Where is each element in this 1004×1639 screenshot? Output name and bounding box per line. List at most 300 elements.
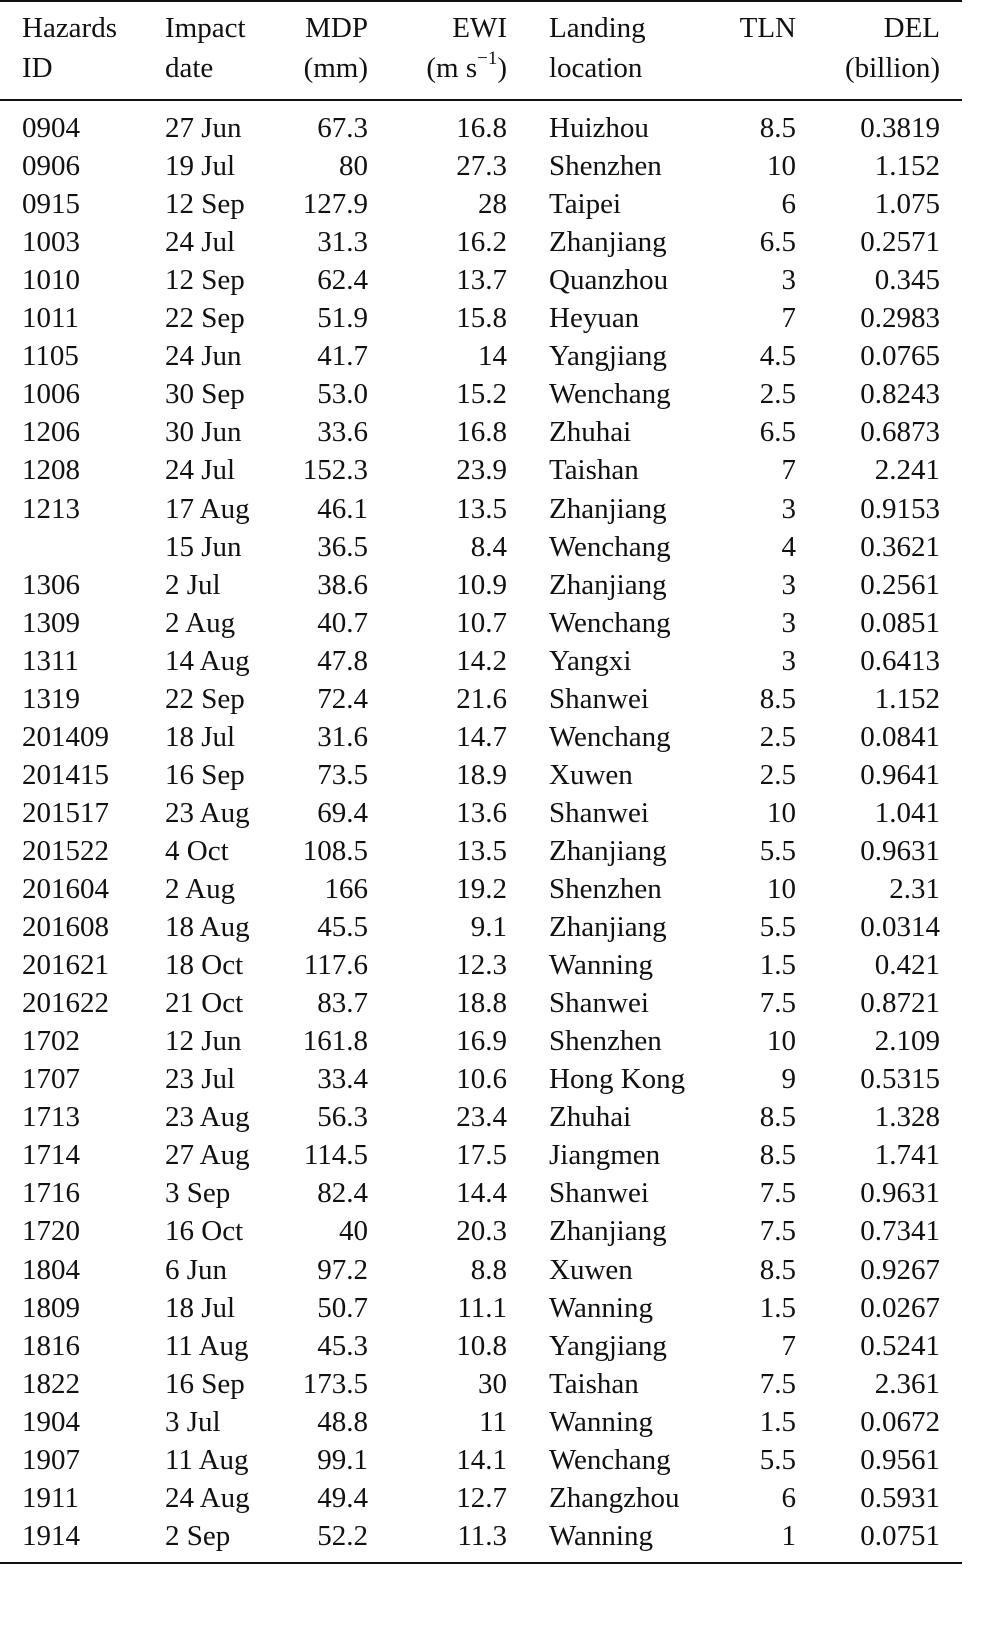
- cell-del: 2.31: [889, 873, 940, 905]
- cell-landing-location: Xuwen: [549, 758, 633, 791]
- cell-ewi: 16.2: [456, 226, 507, 259]
- cell-landing-location: Wanning: [549, 1519, 653, 1552]
- cell-ewi: 10.9: [456, 568, 507, 601]
- cell-impact-date: 12 Sep: [165, 188, 245, 221]
- cell-del: 0.0841: [860, 720, 940, 753]
- cell-mdp: 47.8: [317, 644, 368, 677]
- cell-landing-location: Heyuan: [549, 302, 640, 335]
- cell-mdp: 31.6: [317, 720, 368, 753]
- cell-del: 0.0267: [860, 1291, 940, 1324]
- header-mdp: MDP: [305, 12, 368, 44]
- cell-mdp: 73.5: [317, 758, 368, 791]
- cell-hazard-id: 1006: [22, 378, 80, 411]
- cell-impact-date: 30 Sep: [165, 378, 245, 411]
- cell-del: 0.345: [874, 264, 940, 297]
- cell-tln: 1.5: [759, 1291, 796, 1324]
- table-row: [0, 1060, 962, 1098]
- cell-hazard-id: 1816: [22, 1329, 80, 1362]
- cell-del: 1.075: [874, 188, 940, 221]
- table-row: [0, 1212, 962, 1250]
- cell-landing-location: Zhangzhou: [549, 1481, 680, 1514]
- cell-tln: 8.5: [759, 1253, 796, 1286]
- table-row: [0, 147, 962, 185]
- cell-ewi: 14.4: [456, 1177, 507, 1210]
- cell-mdp: 166: [324, 873, 368, 905]
- cell-hazard-id: 1713: [22, 1101, 80, 1134]
- cell-ewi: 23.4: [456, 1101, 507, 1134]
- cell-hazard-id: 1804: [22, 1253, 80, 1286]
- cell-ewi: 13.5: [456, 492, 507, 525]
- header-ewi: EWI: [452, 12, 507, 44]
- cell-landing-location: Shenzhen: [549, 150, 662, 183]
- cell-impact-date: 6 Jun: [165, 1253, 228, 1286]
- cell-landing-location: Zhuhai: [549, 1101, 632, 1134]
- cell-ewi: 9.1: [470, 911, 507, 944]
- cell-del: 0.2983: [860, 302, 940, 335]
- table-row: [0, 756, 962, 794]
- cell-tln: 10: [767, 873, 796, 905]
- cell-mdp: 40: [339, 1215, 368, 1248]
- cell-landing-location: Hong Kong: [549, 1063, 686, 1096]
- table-row: [0, 375, 962, 413]
- ewi-unit-exponent: −1: [477, 48, 498, 70]
- table-row: [0, 1174, 962, 1212]
- cell-ewi: 12.7: [456, 1481, 507, 1514]
- cell-hazard-id: 201517: [22, 796, 109, 829]
- cell-impact-date: 27 Aug: [165, 1139, 250, 1172]
- cell-del: 0.5315: [860, 1063, 940, 1096]
- cell-del: 0.0314: [860, 911, 940, 944]
- cell-hazard-id: 1822: [22, 1367, 80, 1400]
- cell-ewi: 8.4: [470, 530, 507, 563]
- cell-impact-date: 11 Aug: [165, 1443, 249, 1476]
- cell-mdp: 173.5: [302, 1367, 368, 1400]
- cell-landing-location: Shanwei: [549, 682, 649, 715]
- cell-hazard-id: 1309: [22, 606, 80, 639]
- cell-landing-location: Wanning: [549, 1405, 653, 1438]
- cell-ewi: 16.9: [456, 1025, 507, 1058]
- cell-landing-location: Jiangmen: [549, 1139, 661, 1172]
- cell-tln: 3: [781, 606, 796, 639]
- cell-hazard-id: 1003: [22, 226, 80, 259]
- cell-mdp: 38.6: [317, 568, 368, 601]
- cell-mdp: 45.5: [317, 911, 368, 944]
- cell-ewi: 19.2: [456, 873, 507, 905]
- cell-landing-location: Zhuhai: [549, 416, 632, 449]
- cell-hazard-id: 1809: [22, 1291, 80, 1324]
- cell-landing-location: Shanwei: [549, 796, 649, 829]
- cell-hazard-id: 1206: [22, 416, 80, 449]
- table-row: [0, 1441, 962, 1479]
- table-row: [0, 946, 962, 984]
- cell-mdp: 69.4: [317, 796, 368, 829]
- cell-mdp: 48.8: [317, 1405, 368, 1438]
- cell-mdp: 33.6: [317, 416, 368, 449]
- cell-landing-location: Zhanjiang: [549, 492, 667, 525]
- cell-impact-date: 21 Oct: [165, 987, 244, 1020]
- cell-hazard-id: 1311: [22, 644, 79, 677]
- cell-ewi: 16.8: [456, 112, 507, 144]
- cell-tln: 6: [781, 188, 796, 221]
- table-row: [0, 337, 962, 375]
- cell-tln: 8.5: [759, 682, 796, 715]
- cell-ewi: 15.8: [456, 302, 507, 335]
- table-row: [0, 1403, 962, 1441]
- cell-impact-date: 24 Aug: [165, 1481, 250, 1514]
- cell-mdp: 52.2: [317, 1519, 368, 1552]
- cell-del: 0.2561: [860, 568, 940, 601]
- cell-tln: 4: [781, 530, 796, 563]
- cell-tln: 8.5: [759, 112, 796, 144]
- cell-ewi: 10.6: [456, 1063, 507, 1096]
- cell-tln: 9: [781, 1063, 796, 1096]
- cell-tln: 5.5: [759, 911, 796, 944]
- cell-del: 0.3819: [860, 112, 940, 144]
- cell-impact-date: 2 Aug: [165, 606, 236, 639]
- cell-landing-location: Wenchang: [549, 1443, 671, 1476]
- cell-del: 2.241: [874, 454, 940, 487]
- cell-ewi: 14.1: [456, 1443, 507, 1476]
- cell-impact-date: 12 Sep: [165, 264, 245, 297]
- cell-ewi: 15.2: [456, 378, 507, 411]
- header-location-2: location: [549, 52, 643, 84]
- cell-landing-location: Yangjiang: [549, 1329, 667, 1362]
- table-row: [0, 680, 962, 718]
- table-row: [0, 528, 962, 566]
- cell-mdp: 33.4: [317, 1063, 368, 1096]
- cell-mdp: 161.8: [302, 1025, 368, 1058]
- cell-del: 0.9641: [860, 758, 940, 791]
- table-row: [0, 223, 962, 261]
- cell-tln: 8.5: [759, 1139, 796, 1172]
- cell-ewi: 16.8: [456, 416, 507, 449]
- table-row: [0, 794, 962, 832]
- top-rule: [0, 0, 962, 2]
- cell-hazard-id: 1011: [22, 302, 79, 335]
- header-id: Hazards: [22, 12, 118, 44]
- table-row: [0, 1517, 962, 1555]
- cell-ewi: 18.8: [456, 987, 507, 1020]
- cell-ewi: 14.2: [456, 644, 507, 677]
- table-row: [0, 984, 962, 1022]
- cell-del: 0.9153: [860, 492, 940, 525]
- cell-hazard-id: 1702: [22, 1025, 80, 1058]
- cell-del: 0.421: [874, 949, 940, 982]
- header-rule: [0, 99, 962, 101]
- cell-ewi: 8.8: [470, 1253, 507, 1286]
- cell-tln: 3: [781, 644, 796, 677]
- cell-mdp: 99.1: [317, 1443, 368, 1476]
- cell-ewi: 11.3: [457, 1519, 507, 1552]
- cell-del: 0.9631: [860, 1177, 940, 1210]
- cell-landing-location: Wanning: [549, 949, 653, 982]
- cell-ewi: 14: [478, 340, 507, 373]
- cell-tln: 2.5: [759, 378, 796, 411]
- cell-mdp: 41.7: [317, 340, 368, 373]
- table-row: [0, 490, 962, 528]
- table-row: [0, 1289, 962, 1327]
- table-row: [0, 1365, 962, 1403]
- cell-mdp: 80: [339, 150, 368, 183]
- cell-hazard-id: 1213: [22, 492, 80, 525]
- table-row: [0, 908, 962, 946]
- cell-ewi: 30: [478, 1367, 507, 1400]
- cell-del: 0.7341: [860, 1215, 940, 1248]
- cell-tln: 10: [767, 796, 796, 829]
- cell-ewi: 17.5: [456, 1139, 507, 1172]
- cell-del: 0.8243: [860, 378, 940, 411]
- cell-tln: 6: [781, 1481, 796, 1514]
- cell-del: 0.6413: [860, 644, 940, 677]
- cell-tln: 7.5: [759, 1215, 796, 1248]
- cell-del: 0.0751: [860, 1519, 940, 1552]
- cell-impact-date: 4 Oct: [165, 834, 229, 867]
- cell-mdp: 46.1: [317, 492, 368, 525]
- table-row: [0, 185, 962, 223]
- cell-landing-location: Quanzhou: [549, 264, 669, 297]
- cell-hazard-id: 1720: [22, 1215, 80, 1248]
- cell-del: 0.0851: [860, 606, 940, 639]
- cell-mdp: 50.7: [317, 1291, 368, 1324]
- header-row-2: [0, 49, 962, 87]
- header-row-1: [0, 9, 962, 47]
- cell-landing-location: Zhanjiang: [549, 911, 667, 944]
- cell-landing-location: Shenzhen: [549, 1025, 662, 1058]
- cell-hazard-id: 1105: [22, 340, 79, 373]
- cell-tln: 1.5: [759, 949, 796, 982]
- cell-del: 0.5241: [860, 1329, 940, 1362]
- cell-impact-date: 16 Sep: [165, 758, 245, 791]
- cell-tln: 3: [781, 264, 796, 297]
- table-row: [0, 1136, 962, 1174]
- cell-mdp: 82.4: [317, 1177, 368, 1210]
- cell-ewi: 13.5: [456, 834, 507, 867]
- cell-tln: 1.5: [759, 1405, 796, 1438]
- cell-impact-date: 11 Aug: [165, 1329, 249, 1362]
- cell-tln: 7: [781, 1329, 796, 1362]
- cell-tln: 4.5: [759, 340, 796, 373]
- cell-del: 1.152: [874, 150, 940, 183]
- cell-impact-date: 18 Aug: [165, 911, 250, 944]
- cell-tln: 3: [781, 568, 796, 601]
- cell-landing-location: Zhanjiang: [549, 834, 667, 867]
- cell-impact-date: 18 Oct: [165, 949, 244, 982]
- table-row: [0, 109, 962, 147]
- cell-hazard-id: 1716: [22, 1177, 80, 1210]
- header-del-unit: (billion): [844, 52, 940, 84]
- cell-impact-date: 27 Jun: [165, 112, 242, 144]
- cell-mdp: 117.6: [303, 949, 368, 982]
- cell-ewi: 14.7: [456, 720, 507, 753]
- cell-hazard-id: 201409: [22, 720, 109, 753]
- cell-impact-date: 3 Jul: [165, 1405, 221, 1438]
- cell-del: 1.741: [874, 1139, 940, 1172]
- cell-landing-location: Shanwei: [549, 987, 649, 1020]
- cell-impact-date: 2 Jul: [165, 568, 221, 601]
- cell-landing-location: Zhanjiang: [549, 226, 667, 259]
- table-row: [0, 566, 962, 604]
- cell-landing-location: Wenchang: [549, 378, 671, 411]
- cell-del: 1.328: [874, 1101, 940, 1134]
- cell-impact-date: 22 Sep: [165, 302, 245, 335]
- cell-landing-location: Wenchang: [549, 530, 671, 563]
- table-row: [0, 1098, 962, 1136]
- cell-del: 2.361: [874, 1367, 940, 1400]
- cell-del: 0.6873: [860, 416, 940, 449]
- cell-mdp: 51.9: [317, 302, 368, 335]
- cell-hazard-id: 1914: [22, 1519, 80, 1552]
- cell-landing-location: Wenchang: [549, 606, 671, 639]
- cell-del: 2.109: [874, 1025, 940, 1058]
- cell-landing-location: Zhanjiang: [549, 568, 667, 601]
- cell-mdp: 45.3: [317, 1329, 368, 1362]
- cell-impact-date: 18 Jul: [165, 720, 236, 753]
- cell-ewi: 21.6: [456, 682, 507, 715]
- cell-tln: 2.5: [759, 720, 796, 753]
- cell-tln: 6.5: [759, 226, 796, 259]
- cell-hazard-id: 201621: [22, 949, 109, 982]
- cell-mdp: 53.0: [317, 378, 368, 411]
- cell-mdp: 152.3: [302, 454, 368, 487]
- cell-ewi: 23.9: [456, 454, 507, 487]
- cell-ewi: 27.3: [456, 150, 507, 183]
- cell-del: 0.9267: [860, 1253, 940, 1286]
- ewi-unit-base: (m s: [426, 52, 478, 84]
- cell-del: 1.152: [874, 682, 940, 715]
- cell-landing-location: Taipei: [549, 188, 622, 221]
- table-row: [0, 413, 962, 451]
- cell-impact-date: 23 Jul: [165, 1063, 236, 1096]
- table-row: [0, 604, 962, 642]
- header-mdp-unit: (mm): [303, 52, 368, 84]
- cell-impact-date: 3 Sep: [165, 1177, 231, 1210]
- cell-ewi: 10.8: [456, 1329, 507, 1362]
- cell-hazard-id: 1010: [22, 264, 80, 297]
- cell-mdp: 56.3: [317, 1101, 368, 1134]
- cell-hazard-id: 1911: [22, 1481, 79, 1514]
- cell-hazard-id: 201522: [22, 834, 109, 867]
- header-del: DEL: [883, 12, 940, 44]
- cell-landing-location: Taishan: [549, 454, 639, 487]
- table-row: [0, 718, 962, 756]
- cell-del: 0.9631: [860, 834, 940, 867]
- cell-landing-location: Zhanjiang: [549, 1215, 667, 1248]
- header-id-2: ID: [22, 52, 53, 84]
- cell-landing-location: Taishan: [549, 1367, 639, 1400]
- table-row: [0, 1327, 962, 1365]
- cell-impact-date: 30 Jun: [165, 416, 242, 449]
- cell-hazard-id: 201608: [22, 911, 109, 944]
- cell-landing-location: Yangjiang: [549, 340, 667, 373]
- cell-impact-date: 24 Jul: [165, 226, 236, 259]
- table-row: [0, 870, 962, 908]
- cell-tln: 1: [781, 1519, 796, 1552]
- cell-tln: 5.5: [759, 1443, 796, 1476]
- cell-impact-date: 2 Sep: [165, 1519, 231, 1552]
- cell-tln: 7.5: [759, 1367, 796, 1400]
- cell-hazard-id: 201415: [22, 758, 109, 791]
- cell-hazard-id: 201604: [22, 873, 109, 905]
- cell-mdp: 49.4: [317, 1481, 368, 1514]
- cell-landing-location: Huizhou: [549, 112, 649, 144]
- cell-ewi: 20.3: [456, 1215, 507, 1248]
- cell-tln: 7: [781, 454, 796, 487]
- table-row: [0, 1251, 962, 1289]
- cell-mdp: 36.5: [317, 530, 368, 563]
- cell-mdp: 40.7: [317, 606, 368, 639]
- cell-ewi: 13.6: [456, 796, 507, 829]
- bottom-rule: [0, 1562, 962, 1564]
- cell-hazard-id: 201622: [22, 987, 109, 1020]
- cell-ewi: 12.3: [456, 949, 507, 982]
- cell-tln: 7: [781, 302, 796, 335]
- cell-mdp: 62.4: [317, 264, 368, 297]
- table-row: [0, 261, 962, 299]
- cell-landing-location: Shenzhen: [549, 873, 662, 905]
- cell-ewi: 13.7: [456, 264, 507, 297]
- cell-tln: 5.5: [759, 834, 796, 867]
- cell-ewi: 10.7: [456, 606, 507, 639]
- cell-landing-location: Xuwen: [549, 1253, 633, 1286]
- cell-mdp: 67.3: [317, 112, 368, 144]
- cell-mdp: 83.7: [317, 987, 368, 1020]
- cell-mdp: 114.5: [303, 1139, 368, 1172]
- cell-impact-date: 16 Oct: [165, 1215, 244, 1248]
- table-row: [0, 832, 962, 870]
- cell-hazard-id: 1208: [22, 454, 80, 487]
- cell-mdp: 72.4: [317, 682, 368, 715]
- cell-impact-date: 16 Sep: [165, 1367, 245, 1400]
- header-date-2: date: [165, 52, 214, 84]
- cell-impact-date: 2 Aug: [165, 873, 236, 905]
- cell-tln: 8.5: [759, 1101, 796, 1134]
- cell-del: 0.3621: [860, 530, 940, 563]
- cell-ewi: 28: [478, 188, 507, 221]
- header-ewi-unit: [426, 49, 507, 87]
- cell-mdp: 31.3: [317, 226, 368, 259]
- cell-ewi: 11.1: [457, 1291, 507, 1324]
- cell-impact-date: 19 Jul: [165, 150, 236, 183]
- cell-impact-date: 14 Aug: [165, 644, 250, 677]
- cell-hazard-id: 0904: [22, 112, 80, 144]
- cell-tln: 10: [767, 150, 796, 183]
- cell-hazard-id: 1904: [22, 1405, 80, 1438]
- cell-impact-date: 24 Jun: [165, 340, 242, 373]
- cell-landing-location: Wenchang: [549, 720, 671, 753]
- cell-del: 0.0672: [860, 1405, 940, 1438]
- cell-impact-date: 17 Aug: [165, 492, 250, 525]
- cell-ewi: 11: [479, 1405, 507, 1438]
- cell-tln: 2.5: [759, 758, 796, 791]
- table-row: [0, 299, 962, 337]
- cell-landing-location: Wanning: [549, 1291, 653, 1324]
- cell-del: 0.9561: [860, 1443, 940, 1476]
- cell-hazard-id: 0915: [22, 188, 80, 221]
- table-row: [0, 451, 962, 489]
- cell-impact-date: 12 Jun: [165, 1025, 242, 1058]
- cell-landing-location: Yangxi: [549, 644, 632, 677]
- cell-ewi: 18.9: [456, 758, 507, 791]
- cell-del: 1.041: [874, 796, 940, 829]
- cell-del: 0.0765: [860, 340, 940, 373]
- cell-impact-date: 23 Aug: [165, 796, 250, 829]
- cell-hazard-id: 0906: [22, 150, 80, 183]
- cell-del: 0.2571: [860, 226, 940, 259]
- cell-tln: 6.5: [759, 416, 796, 449]
- cell-hazard-id: 1306: [22, 568, 80, 601]
- cell-mdp: 127.9: [302, 188, 368, 221]
- cell-impact-date: 24 Jul: [165, 454, 236, 487]
